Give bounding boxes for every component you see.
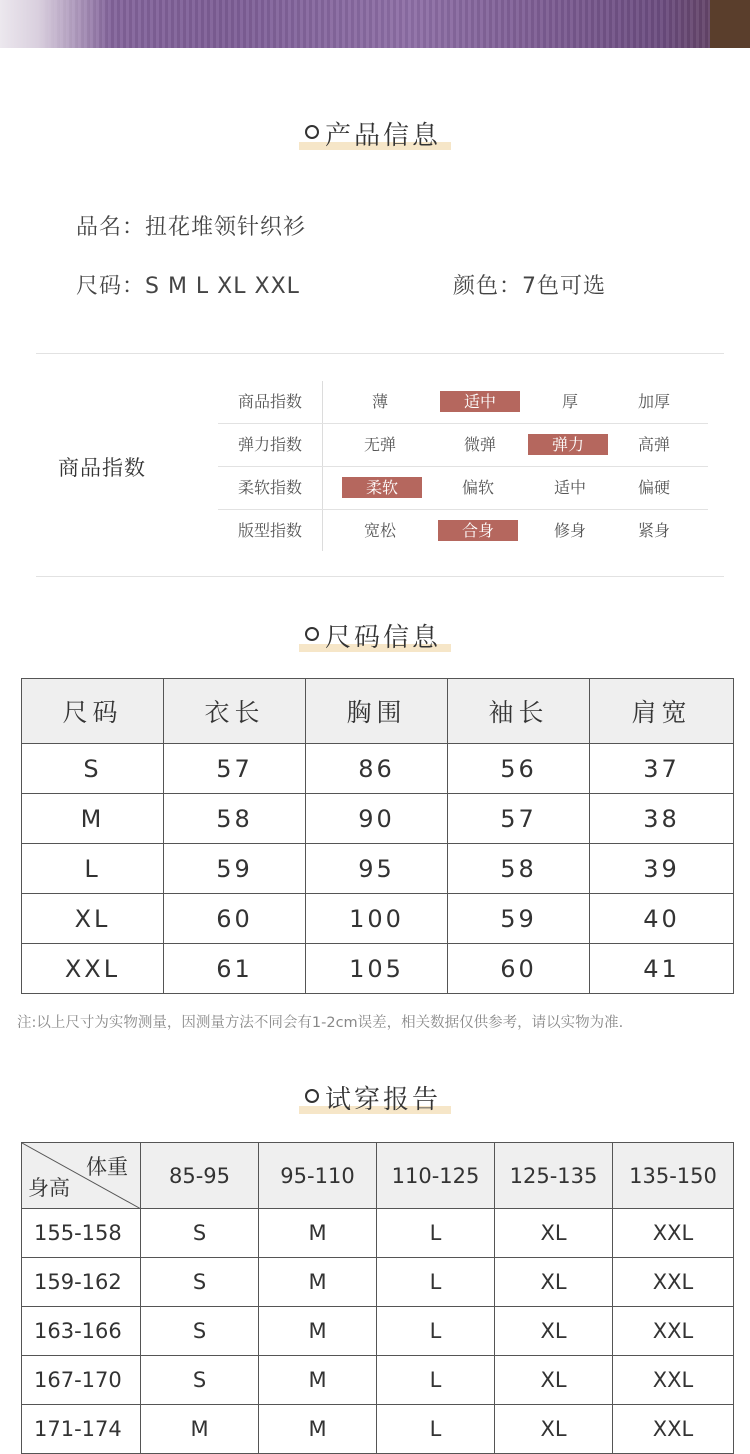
table-cell: 38 [590, 794, 734, 844]
table-row [22, 1258, 734, 1307]
height-label: 身高 [28, 1176, 70, 1200]
circle-bullet-icon [305, 1089, 319, 1103]
height-cell: 155-158 [22, 1209, 141, 1258]
index-option: 适中 [553, 478, 586, 497]
try-report-heading-text: 试穿报告 [324, 1085, 441, 1115]
index-option: 偏硬 [637, 478, 670, 497]
table-cell: 60 [448, 944, 590, 994]
table-cell: XXL [613, 1307, 734, 1356]
table-cell: 86 [306, 744, 448, 794]
table-cell: M [259, 1405, 377, 1454]
table-cell: 58 [164, 794, 306, 844]
table-cell: M [259, 1209, 377, 1258]
table-cell: M [259, 1307, 377, 1356]
table-cell: L [377, 1356, 495, 1405]
table-cell: 95 [306, 844, 448, 894]
photo-background-shade [0, 0, 110, 48]
try-table-header [22, 1143, 734, 1209]
table-cell: M [259, 1356, 377, 1405]
photo-background-right [710, 0, 750, 48]
weight-header-cell: 135-150 [613, 1143, 734, 1209]
index-row-label: 柔软指数 [238, 478, 303, 497]
table-cell: 100 [306, 894, 448, 944]
table-cell: L [377, 1405, 495, 1454]
size-header-cell: 尺码 [22, 679, 164, 744]
table-row [22, 894, 734, 944]
table-cell: XL [495, 1307, 613, 1356]
height-cell: 167-170 [22, 1356, 141, 1405]
table-row [22, 1209, 734, 1258]
index-option: 加厚 [637, 392, 670, 411]
table-cell: S [141, 1307, 259, 1356]
index-section-title: 商品指数 [58, 456, 146, 480]
index-option-selected: 弹力 [528, 434, 608, 455]
index-option: 偏软 [461, 478, 494, 497]
table-cell: 60 [164, 894, 306, 944]
index-row-label: 版型指数 [238, 521, 303, 540]
table-cell: 59 [448, 894, 590, 944]
index-row-label: 商品指数 [238, 392, 303, 411]
index-option-selected: 合身 [438, 520, 518, 541]
table-row [22, 794, 734, 844]
table-cell: 41 [590, 944, 734, 994]
table-cell: 39 [590, 844, 734, 894]
table-cell: L [377, 1209, 495, 1258]
size-info-heading-text: 尺码信息 [324, 623, 441, 653]
table-cell: L [22, 844, 164, 894]
size-table-header [22, 679, 734, 744]
weight-header-cell: 110-125 [377, 1143, 495, 1209]
table-cell: L [377, 1307, 495, 1356]
table-cell: XXL [613, 1405, 734, 1454]
try-report-table [21, 1142, 734, 1454]
table-cell: XL [495, 1258, 613, 1307]
size-header-cell: 肩宽 [590, 679, 734, 744]
table-cell: 57 [448, 794, 590, 844]
table-cell: XXL [613, 1356, 734, 1405]
table-cell: 57 [164, 744, 306, 794]
table-cell: M [141, 1405, 259, 1454]
circle-bullet-icon [305, 125, 319, 139]
circle-bullet-icon [305, 627, 319, 641]
height-cell: 163-166 [22, 1307, 141, 1356]
weight-header-cell: 95-110 [259, 1143, 377, 1209]
size-info-heading [0, 617, 750, 657]
table-cell: S [22, 744, 164, 794]
weight-label: 体重 [86, 1155, 128, 1179]
product-sizes: 尺码：S M L XL XXL [76, 274, 300, 299]
table-cell: 90 [306, 794, 448, 844]
table-cell: S [141, 1258, 259, 1307]
table-cell: XL [495, 1356, 613, 1405]
table-cell: 40 [590, 894, 734, 944]
table-cell: M [22, 794, 164, 844]
table-cell: 59 [164, 844, 306, 894]
table-row [22, 844, 734, 894]
table-cell: 105 [306, 944, 448, 994]
height-cell: 159-162 [22, 1258, 141, 1307]
table-row [22, 1356, 734, 1405]
product-info-heading-text: 产品信息 [324, 121, 441, 151]
table-cell: 61 [164, 944, 306, 994]
product-photo-strip [0, 0, 750, 48]
table-cell: S [141, 1356, 259, 1405]
table-cell: XXL [22, 944, 164, 994]
product-colors: 颜色：7色可选 [453, 274, 606, 299]
weight-header-cell: 125-135 [495, 1143, 613, 1209]
table-cell: XXL [613, 1258, 734, 1307]
product-info-heading [0, 115, 750, 155]
table-row [22, 944, 734, 994]
table-cell: M [259, 1258, 377, 1307]
size-header-cell: 胸围 [306, 679, 448, 744]
index-row [218, 467, 708, 509]
index-row [218, 510, 708, 552]
index-option: 微弹 [463, 435, 496, 454]
table-cell: S [141, 1209, 259, 1258]
table-cell: XL [495, 1209, 613, 1258]
table-cell: L [377, 1258, 495, 1307]
table-row [22, 744, 734, 794]
height-cell: 171-174 [22, 1405, 141, 1454]
table-row [22, 1405, 734, 1454]
weight-header-cell: 85-95 [141, 1143, 259, 1209]
size-header-cell: 袖长 [448, 679, 590, 744]
index-option: 紧身 [637, 521, 670, 540]
index-row-label: 弹力指数 [238, 435, 303, 454]
table-cell: 56 [448, 744, 590, 794]
corner-header-cell [22, 1143, 141, 1209]
table-cell: 58 [448, 844, 590, 894]
divider-bottom [36, 576, 724, 577]
index-option: 宽松 [363, 521, 396, 540]
size-note: 注:以上尺寸为实物测量，因测量方法不同会有1-2cm误差，相关数据仅供参考，请以实物为准. [17, 1015, 624, 1031]
product-name: 品名：扭花堆领针织衫 [76, 215, 307, 240]
index-option: 无弹 [363, 435, 396, 454]
table-row [22, 1307, 734, 1356]
index-row [218, 424, 708, 466]
size-header-cell: 衣长 [164, 679, 306, 744]
table-cell: 37 [590, 744, 734, 794]
divider-top [36, 353, 724, 354]
index-option: 薄 [371, 392, 388, 411]
table-cell: XXL [613, 1209, 734, 1258]
table-cell: XL [22, 894, 164, 944]
sweater-knit-texture [0, 0, 750, 48]
table-cell: XL [495, 1405, 613, 1454]
index-option: 修身 [553, 521, 586, 540]
try-report-heading [0, 1079, 750, 1119]
index-option-selected: 柔软 [342, 477, 422, 498]
index-row [218, 381, 708, 423]
index-option: 厚 [561, 392, 578, 411]
size-table [21, 678, 734, 994]
index-option: 高弹 [637, 435, 670, 454]
index-option-selected: 适中 [440, 391, 520, 412]
